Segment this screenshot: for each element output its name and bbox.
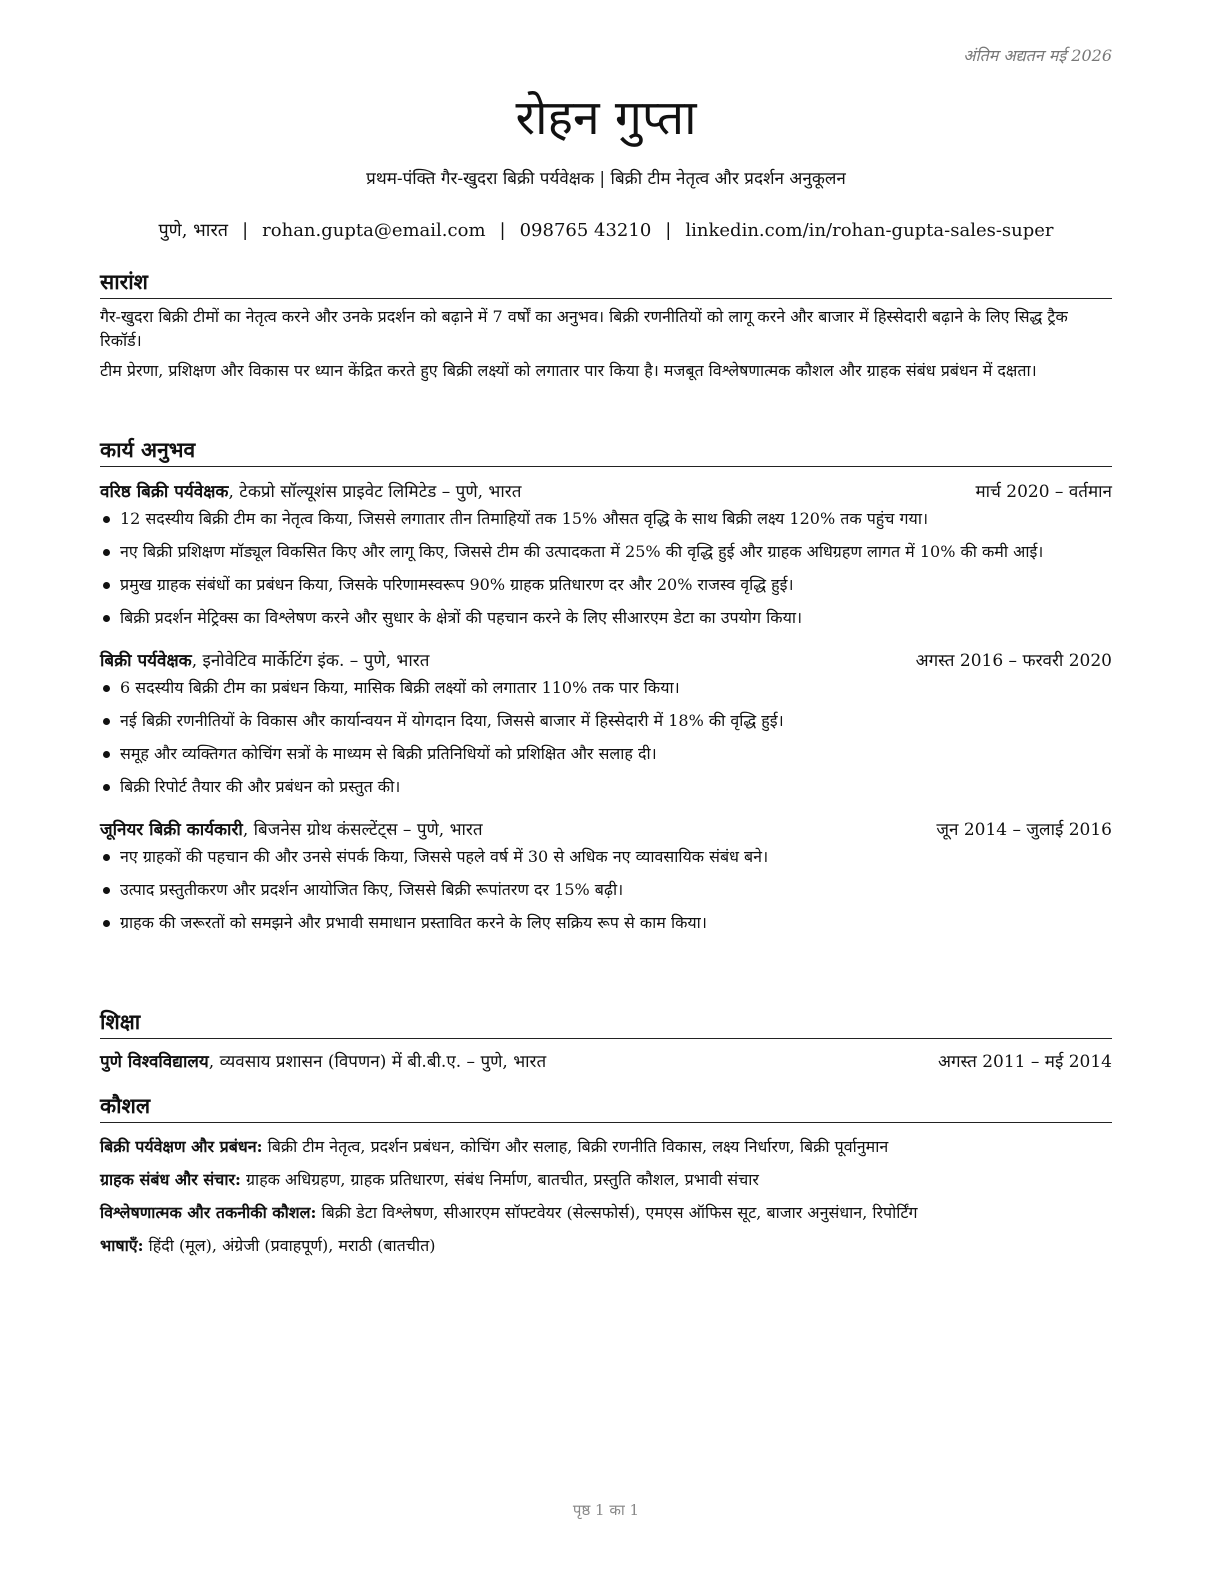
contact-separator: | xyxy=(499,220,506,241)
bullet-item: ग्राहक की जरूरतों को समझने और प्रभावी समाधान प्रस्तावित करने के लिए सक्रिय रूप से काम किया। xyxy=(100,911,1112,935)
job-title: वरिष्ठ बिक्री पर्यवेक्षक xyxy=(100,482,229,502)
page-footer: पृष्ठ 1 का 1 xyxy=(572,1501,640,1519)
job-header xyxy=(100,817,1112,843)
skill-value: ग्राहक अधिग्रहण, ग्राहक प्रतिधारण, संबंध निर्माण, बातचीत, प्रस्तुति कौशल, प्रभावी संचार xyxy=(240,1170,759,1189)
bullet-item: बिक्री प्रदर्शन मेट्रिक्स का विश्लेषण करने और सुधार के क्षेत्रों की पहचान करने के लिए सीआरएम डेटा का उपयोग किया। xyxy=(100,606,1112,630)
skill-line xyxy=(100,1135,1112,1159)
tagline: प्रथम-पंक्ति गैर-खुदरा बिक्री पर्यवेक्षक | बिक्री टीम नेतृत्व और प्रदर्शन अनुकूलन xyxy=(366,169,846,189)
education-entry xyxy=(100,1049,1112,1075)
summary-paragraph: गैर-खुदरा बिक्री टीमों का नेतृत्व करने और उनके प्रदर्शन को बढ़ाने में 7 वर्षों का अनुभव। बिक्री रणनीतियों को लागू करने और बाजार में हिस्सेदारी बढ़ाने के लिए सिद्ध ट्रैक रिकॉर्ड। xyxy=(100,307,1068,350)
job-org: , बिजनेस ग्रोथ कंसल्टेंट्स – पुणे, भारत xyxy=(242,820,483,840)
bullet-item: समूह और व्यक्तिगत कोचिंग सत्रों के माध्यम से बिक्री प्रतिनिधियों को प्रशिक्षित और सलाह दी। xyxy=(100,742,1112,766)
skill-label: विश्लेषणात्मक और तकनीकी कौशल: xyxy=(100,1203,317,1222)
contact-separator: | xyxy=(242,220,249,241)
education-section xyxy=(100,1008,1112,1075)
skill-value: बिक्री डेटा विश्लेषण, सीआरएम सॉफ्टवेयर (सेल्सफोर्स), एमएस ऑफिस सूट, बाजार अनुसंधान, रिपोर्टिंग xyxy=(316,1203,918,1222)
summary-section xyxy=(100,268,1112,383)
skill-label: भाषाएँ: xyxy=(100,1236,144,1255)
skill-label: ग्राहक संबंध और संचार: xyxy=(100,1170,241,1189)
job-entry xyxy=(100,479,1112,630)
job-bullets xyxy=(100,845,1112,935)
bullet-item: नई बिक्री रणनीतियों के विकास और कार्यान्वयन में योगदान दिया, जिससे बाजार में हिस्सेदारी में 18% की वृद्धि हुई। xyxy=(100,709,1112,733)
skill-line xyxy=(100,1168,1112,1192)
bullet-item: प्रमुख ग्राहक संबंधों का प्रबंधन किया, जिसके परिणामस्वरूप 90% ग्राहक प्रतिधारण दर और 20% राजस्व वृद्धि हुई। xyxy=(100,573,1112,597)
summary-heading: सारांश xyxy=(100,268,1112,299)
job-entry xyxy=(100,648,1112,799)
skill-value: बिक्री टीम नेतृत्व, प्रदर्शन प्रबंधन, कोचिंग और सलाह, बिक्री रणनीति विकास, लक्ष्य निर्धारण, बिक्री पूर्वानुमान xyxy=(262,1137,889,1156)
education-heading: शिक्षा xyxy=(100,1008,1112,1039)
email-link[interactable]: rohan.gupta@email.com xyxy=(262,220,486,241)
last-updated: अंतिम अद्यतन मई 2026 xyxy=(963,46,1112,65)
linkedin-link[interactable]: linkedin.com/in/rohan-gupta-sales-super xyxy=(685,220,1054,241)
experience-heading: कार्य अनुभव xyxy=(100,436,1112,467)
job-entry xyxy=(100,817,1112,935)
job-org: , टेकप्रो सॉल्यूशंस प्राइवेट लिमिटेड – पुणे, भारत xyxy=(228,482,522,502)
skills-heading: कौशल xyxy=(100,1092,1112,1123)
skill-value: हिंदी (मूल), अंग्रेजी (प्रवाहपूर्ण), मराठी (बातचीत) xyxy=(143,1236,436,1255)
summary-paragraph: टीम प्रेरणा, प्रशिक्षण और विकास पर ध्यान केंद्रित करते हुए बिक्री लक्ष्यों को लगातार पार किया है। मजबूत विश्लेषणात्मक कौशल और ग्राहक संबंध प्रबंधन में दक्षता। xyxy=(100,361,1037,380)
bullet-item: 6 सदस्यीय बिक्री टीम का प्रबंधन किया, मासिक बिक्री लक्ष्यों को लगातार 110% तक पार किया। xyxy=(100,676,1112,700)
job-header xyxy=(100,648,1112,674)
job-bullets xyxy=(100,507,1112,630)
candidate-name: रोहन गुप्ता xyxy=(515,90,697,146)
bullet-item: 12 सदस्यीय बिक्री टीम का नेतृत्व किया, जिससे लगातार तीन तिमाहियों तक 15% औसत वृद्धि के साथ बिक्री लक्ष्य 120% तक पहुंच गया। xyxy=(100,507,1112,531)
skills-list xyxy=(100,1135,1112,1258)
resume-page xyxy=(100,0,1112,1584)
skill-line xyxy=(100,1234,1112,1258)
degree: , व्यवसाय प्रशासन (विपणन) में बी.बी.ए. – पुणे, भारत xyxy=(208,1052,547,1072)
bullet-item: नए बिक्री प्रशिक्षण मॉड्यूल विकसित किए और लागू किए, जिससे टीम की उत्पादकता में 25% की वृद्धि हुई और ग्राहक अधिग्रहण लागत में 10% की कमी आई। xyxy=(100,540,1112,564)
skill-line xyxy=(100,1201,1112,1225)
school-name: पुणे विश्वविद्यालय xyxy=(100,1052,209,1072)
job-title: बिक्री पर्यवेक्षक xyxy=(100,651,192,671)
bullet-item: उत्पाद प्रस्तुतीकरण और प्रदर्शन आयोजित किए, जिससे बिक्री रूपांतरण दर 15% बढ़ी। xyxy=(100,878,1112,902)
job-bullets xyxy=(100,676,1112,799)
skills-section xyxy=(100,1092,1112,1267)
job-org: , इनोवेटिव मार्केटिंग इंक. – पुणे, भारत xyxy=(191,651,430,671)
location: पुणे, भारत xyxy=(158,220,229,241)
bullet-item: नए ग्राहकों की पहचान की और उनसे संपर्क किया, जिससे पहले वर्ष में 30 से अधिक नए व्यावसायिक संबंध बने। xyxy=(100,845,1112,869)
job-dates: अगस्त 2016 – फरवरी 2020 xyxy=(915,651,1112,671)
phone-number: 098765 43210 xyxy=(519,220,652,241)
job-header xyxy=(100,479,1112,505)
job-title: जूनियर बिक्री कार्यकारी xyxy=(100,820,243,840)
experience-section xyxy=(100,436,1112,944)
job-dates: मार्च 2020 – वर्तमान xyxy=(975,482,1112,502)
education-dates: अगस्त 2011 – मई 2014 xyxy=(937,1052,1112,1072)
contact-separator: | xyxy=(665,220,672,241)
job-dates: जून 2014 – जुलाई 2016 xyxy=(936,820,1112,840)
bullet-item: बिक्री रिपोर्ट तैयार की और प्रबंधन को प्रस्तुत की। xyxy=(100,775,1112,799)
skill-label: बिक्री पर्यवेक्षण और प्रबंधन: xyxy=(100,1137,263,1156)
contact-line xyxy=(100,218,1112,244)
